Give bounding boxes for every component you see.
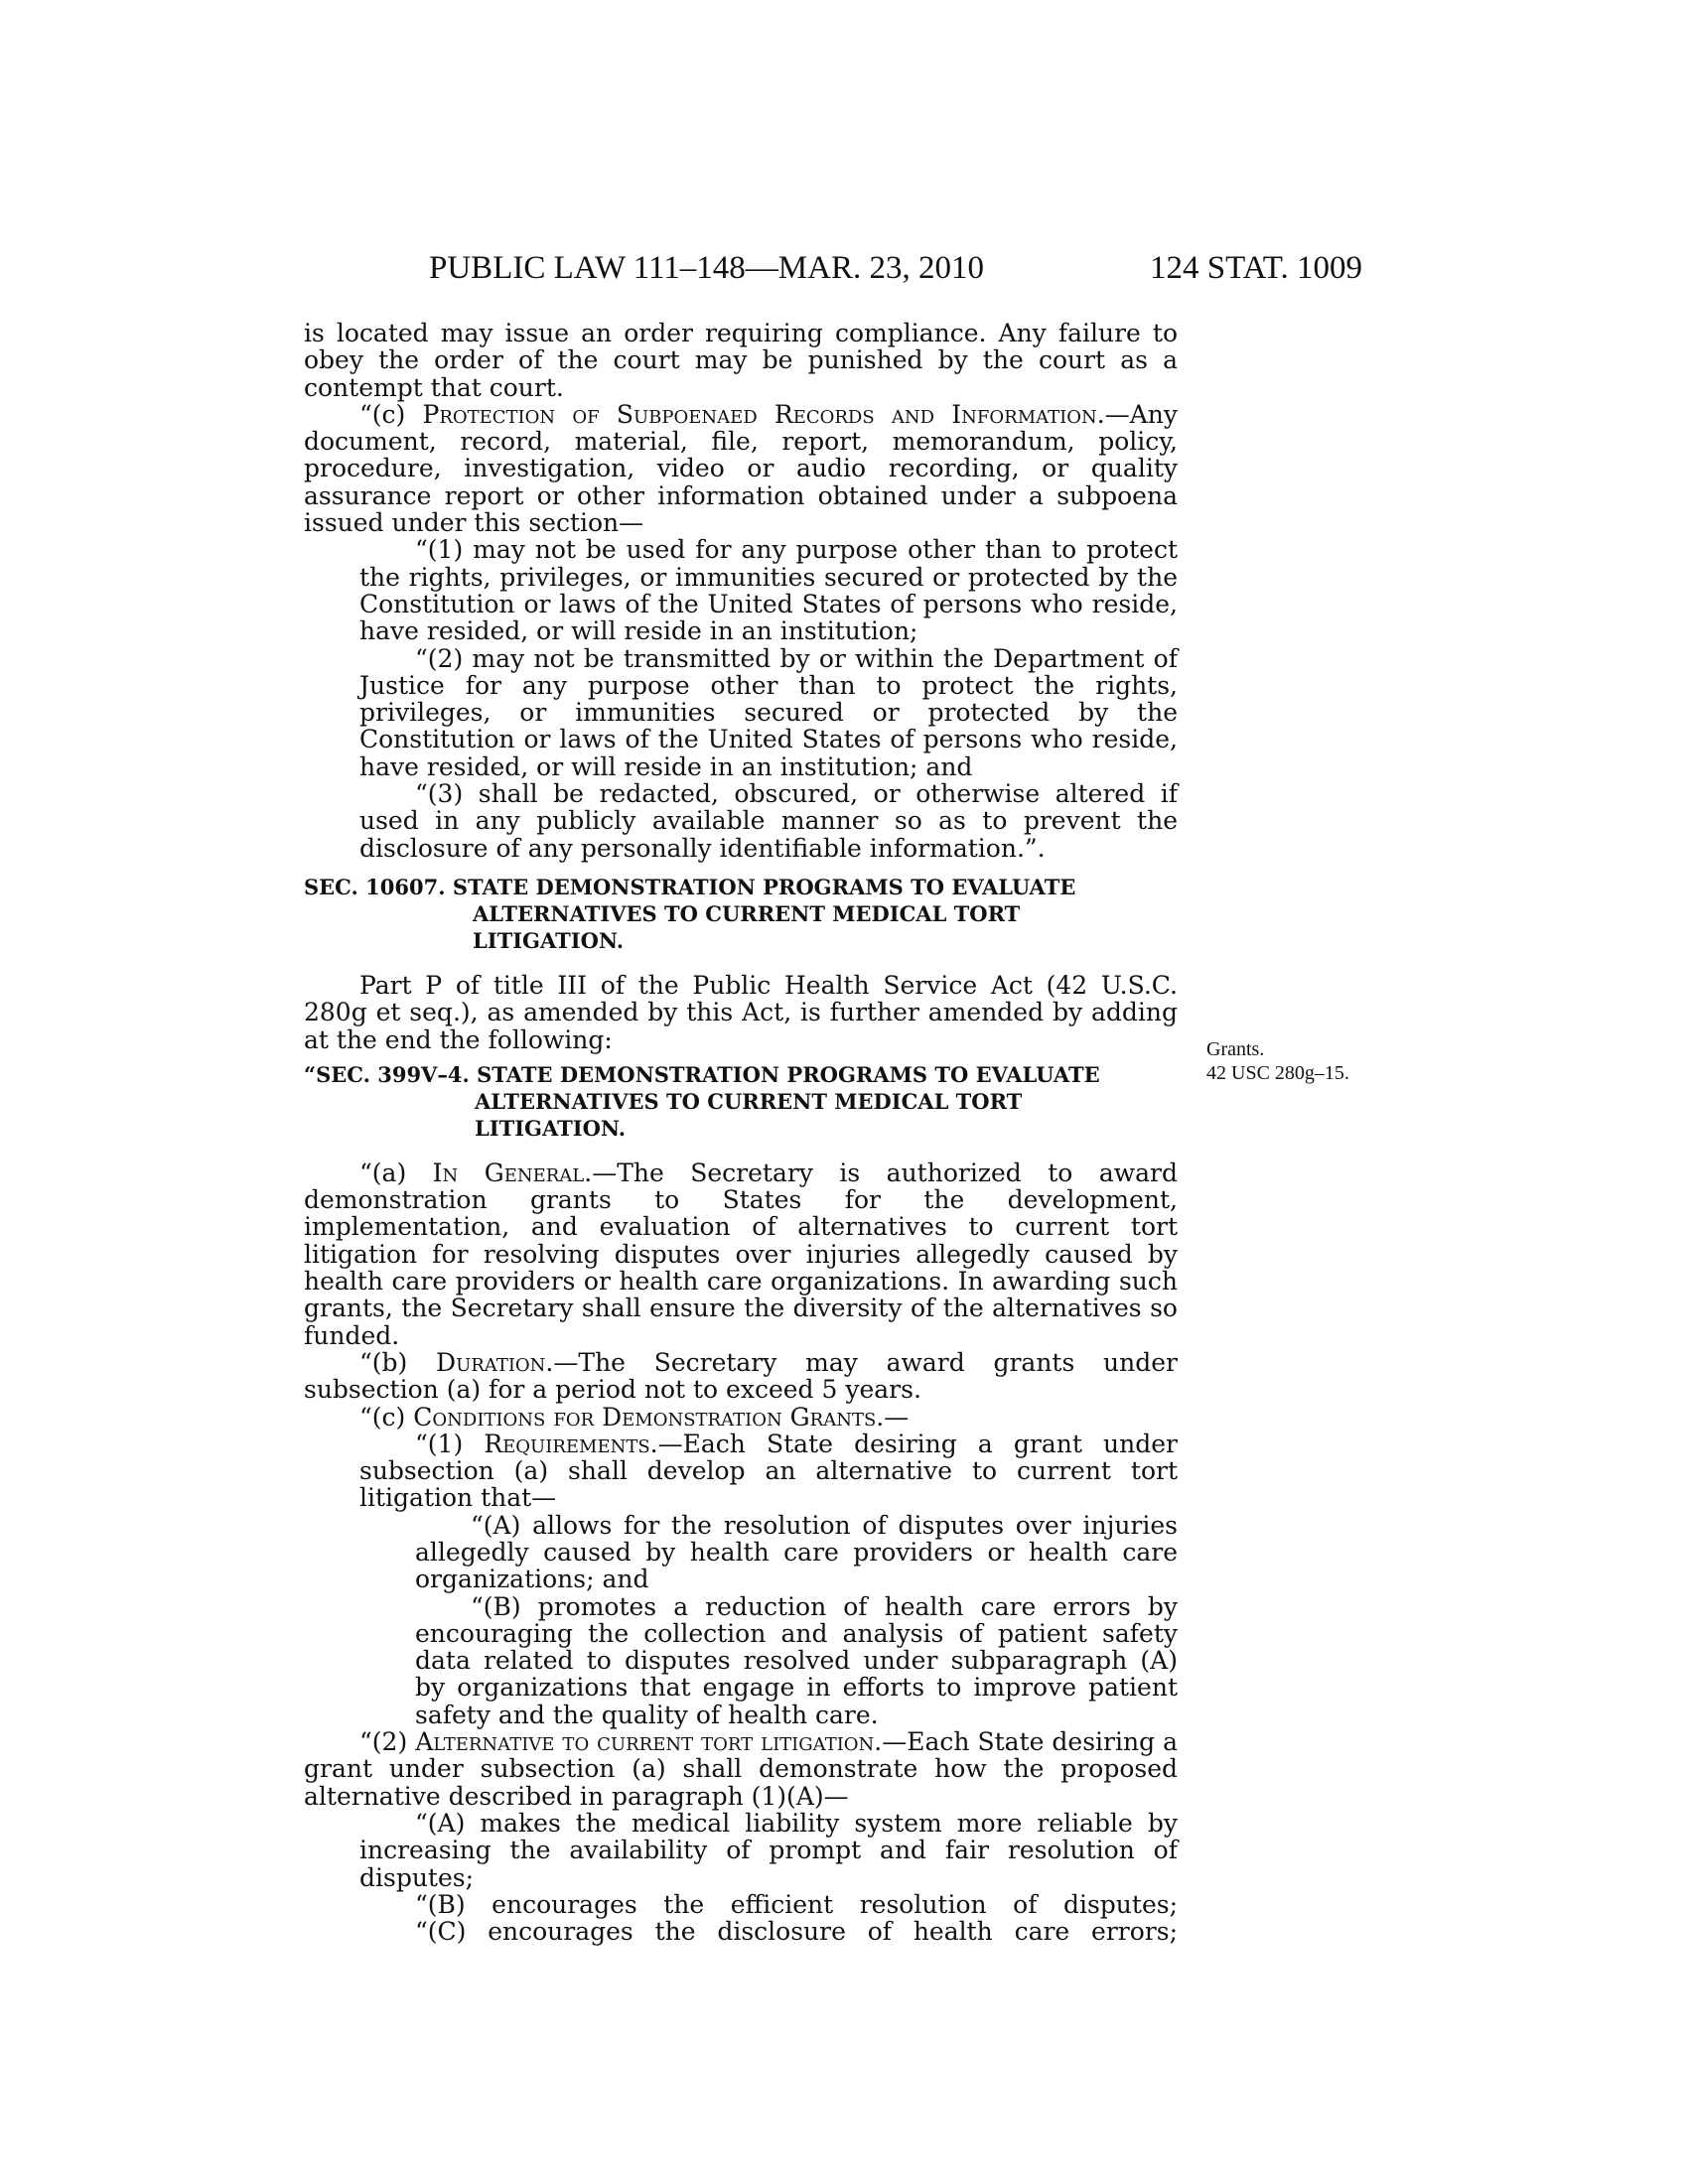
subsection-heading: In General. xyxy=(432,1158,593,1187)
paragraph-requirements: “(1) Requirements.—Each State desiring a grant under subsection (a) shall develop an alternative to current tort litigation that— xyxy=(359,1429,1178,1513)
statute-body xyxy=(304,320,1178,1945)
margin-note-grants: Grants. xyxy=(1206,1038,1265,1060)
paragraph-c1: “(1) may not be used for any purpose other than to protect the rights, privileges, or immunities secured or protected by the Constitution or laws of the United States of persons who reside, have resided, or will reside in an institution; xyxy=(359,535,1178,646)
statute-page-number: 124 STAT. 1009 xyxy=(1150,250,1363,286)
subparagraph-2A: “(A) makes the medical liability system more reliable by increasing the availability of prompt and fair resolution of disputes; xyxy=(359,1808,1178,1892)
margin-note xyxy=(1206,1037,1349,1085)
subparagraph-1B: “(B) promotes a reduction of health care errors by encouraging the collection and analysis of patient safety data related to disputes resolved under subparagraph (A) by organizations that engage in efforts to improve patient safety and the quality of health care. xyxy=(415,1591,1178,1729)
subsection-b-duration: “(b) Duration.—The Secretary may award grants under subsection (a) for a period not to exceed 5 years. xyxy=(304,1347,1178,1405)
subsection-heading: Protection of Subpoenaed Records and Information.— xyxy=(422,399,1130,429)
paragraph-heading: Alternative to current tort litigation. xyxy=(415,1727,883,1757)
paragraph-continuation: is located may issue an order requiring compliance. Any failure to obey the order of the court may be punished by the court as a contempt that court. xyxy=(304,319,1178,402)
section-heading-10607: SEC. 10607. STATE DEMONSTRATION PROGRAMS TO EVALUATE ALTERNATIVES TO CURRENT MEDICAL TORT LITIGATION. xyxy=(304,874,1076,953)
paragraph-heading: Requirements. xyxy=(484,1429,658,1458)
subsection-a-general: “(a) In General.—The Secretary is authorized to award demonstration grants to States for the development, implementation, and evaluation of alternatives to current tort litigation for resolving disputes over injuries allegedly caused by health care providers or health care organizations. In awarding such grants, the Secretary shall ensure the diversity of the alternatives so funded. xyxy=(304,1158,1178,1350)
subsection-heading: Duration. xyxy=(436,1347,554,1377)
running-title: PUBLIC LAW 111–148—MAR. 23, 2010 xyxy=(429,250,984,286)
subparagraph-2B: “(B) encourages the efficient resolution of disputes; xyxy=(415,1889,1178,1919)
paragraph-c2: “(2) may not be transmitted by or within the Department of Justice for any purpose other than to protect the rights, privileges, or immunities secured or protected by the Constitution or laws of the United States of persons who reside, have resided, or will reside in an institution; and xyxy=(359,643,1178,781)
subsection-c-protection: “(c) Protection of Subpoenaed Records and Information.—Any document, record, material, file, report, memorandum, policy, procedure, investigation, video or audio recording, or quality assurance report or other information obtained under a subpoena issued under this section— xyxy=(304,399,1178,538)
page-header xyxy=(0,246,1688,290)
margin-note-usc: 42 USC 280g–15. xyxy=(1206,1062,1349,1084)
section-heading-399v4: “SEC. 399V–4. STATE DEMONSTRATION PROGRAMS TO EVALUATE ALTERNATIVES TO CURRENT MEDICAL TORT LITIGATION. xyxy=(304,1061,1100,1141)
amendment-intro: Part P of title III of the Public Health Service Act (42 U.S.C. 280g et seq.), as amended by this Act, is further amended by adding at the end the following: xyxy=(304,970,1178,1054)
subsection-c-conditions: “(c) Conditions for Demonstration Grants.— xyxy=(359,1402,910,1432)
paragraph-c3: “(3) shall be redacted, obscured, or otherwise altered if used in any publicly available manner so as to prevent the disclosure of any personally identifiable information.”. xyxy=(359,779,1178,863)
subsection-heading: Conditions for Demonstration Grants.— xyxy=(413,1402,910,1432)
subparagraph-1A: “(A) allows for the resolution of disputes over injuries allegedly caused by health care providers or health care organizations; and xyxy=(415,1510,1178,1594)
subparagraph-2C: “(C) encourages the disclosure of health care errors; xyxy=(415,1917,1178,1947)
paragraph-alternative: “(2) Alternative to current tort litigation.—Each State desiring a grant under subsection (a) shall demonstrate how the proposed alternative described in paragraph (1)(A)— xyxy=(304,1727,1178,1811)
